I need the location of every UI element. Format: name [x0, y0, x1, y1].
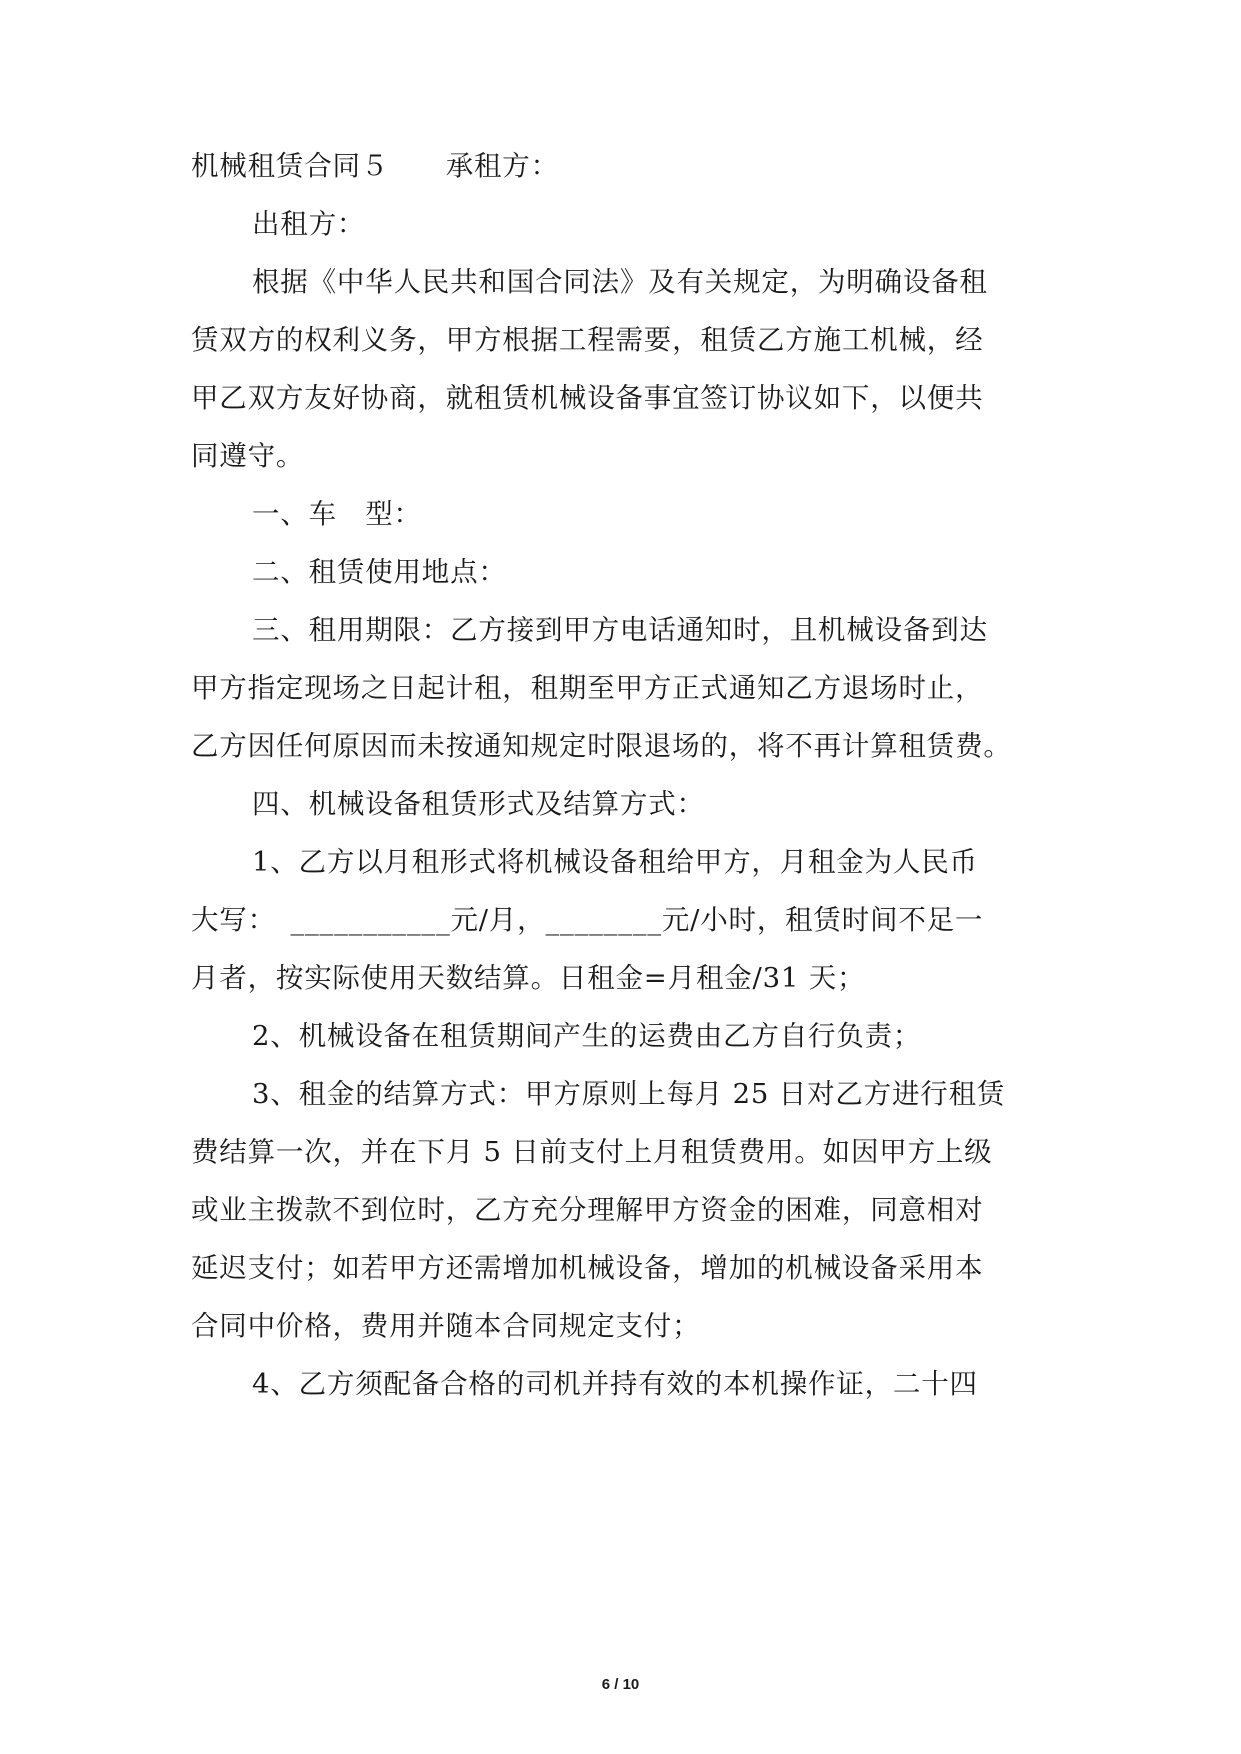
- paragraph-line: 大写： ___________元/月，________元/小时，租赁时间不足一: [191, 904, 984, 936]
- paragraph-line: 月者，按实际使用天数结算。日租金=月租金/31 天；: [191, 962, 866, 994]
- paragraph-line: 或业主拨款不到位时，乙方充分理解甲方资金的困难，同意相对: [191, 1194, 984, 1226]
- paragraph-line: 同遵守。: [191, 440, 305, 472]
- paragraph-line: 甲乙双方友好协商，就租赁机械设备事宜签订协议如下，以便共: [191, 382, 984, 414]
- paragraph-line: 赁双方的权利义务，甲方根据工程需要，租赁乙方施工机械，经: [191, 324, 984, 356]
- title-line: 机械租赁合同５ 承租方：: [191, 150, 559, 182]
- paragraph-line: 1、乙方以月租形式将机械设备租给甲方，月租金为人民币: [252, 846, 978, 878]
- paragraph-line: 四、机械设备租赁形式及结算方式：: [252, 788, 705, 820]
- paragraph-line: 一、车 型：: [252, 498, 422, 530]
- paragraph-line: 2、机械设备在租赁期间产生的运费由乙方自行负责；: [252, 1020, 922, 1052]
- paragraph-line: 根据《中华人民共和国合同法》及有关规定，为明确设备租: [252, 266, 988, 298]
- page-number: 6 / 10: [601, 1676, 640, 1693]
- paragraph-line: 出租方：: [252, 208, 366, 240]
- paragraph-line: 合同中价格，费用并随本合同规定支付；: [191, 1310, 701, 1342]
- paragraph-line: 三、租用期限：乙方接到甲方电话通知时，且机械设备到达: [252, 614, 988, 646]
- paragraph-line: 二、租赁使用地点：: [252, 556, 507, 588]
- paragraph-line: 费结算一次，并在下月 5 日前支付上月租赁费用。如因甲方上级: [191, 1136, 993, 1168]
- paragraph-line: 乙方因任何原因而未按通知规定时限退场的，将不再计算租赁费。: [191, 730, 1012, 762]
- paragraph-line: 甲方指定现场之日起计租，租期至甲方正式通知乙方退场时止，: [191, 672, 984, 704]
- paragraph-line: 延迟支付；如若甲方还需增加机械设备，增加的机械设备采用本: [191, 1252, 984, 1284]
- paragraph-line: 4、乙方须配备合格的司机并持有效的本机操作证，二十四: [252, 1368, 978, 1400]
- paragraph-line: 3、租金的结算方式：甲方原则上每月 25 日对乙方进行租赁: [252, 1078, 1006, 1110]
